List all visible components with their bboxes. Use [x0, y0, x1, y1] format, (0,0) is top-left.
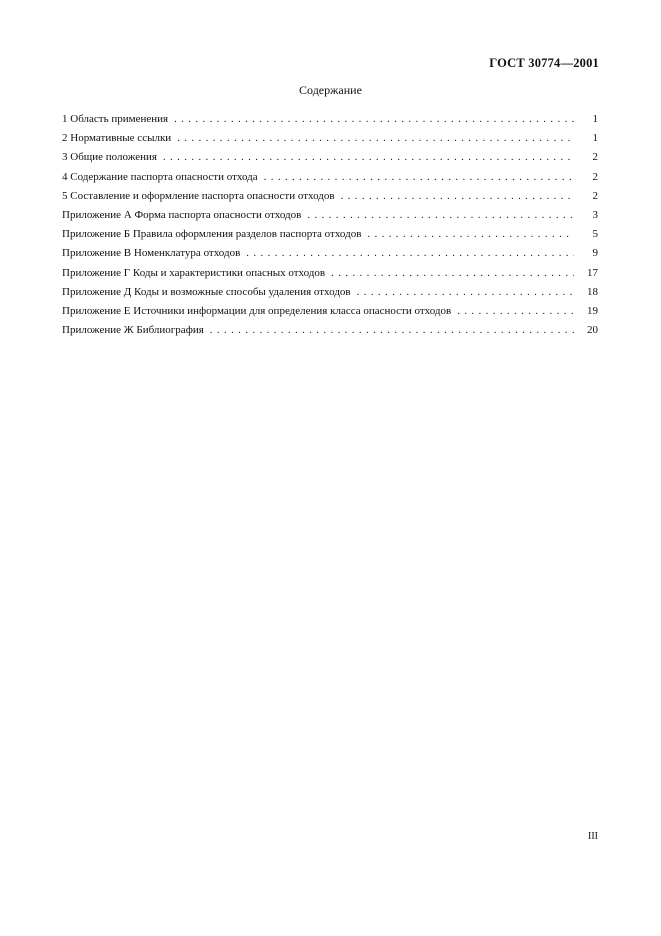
toc-leader-dots: [174, 110, 574, 129]
toc-entry-label: Приложение Е Источники информации для определения класса опасности отходов: [62, 304, 452, 317]
toc-leader-dots: [357, 283, 574, 302]
toc-entry-page: 2: [592, 189, 598, 202]
toc-entry[interactable]: [62, 264, 598, 283]
toc-entry-label: 1 Область применения: [62, 113, 169, 125]
toc-entry-label: Приложение В Номенклатура отходов: [62, 247, 241, 260]
toc-entry-page: 20: [587, 324, 598, 337]
toc-entry-page: 19: [587, 304, 598, 317]
toc-entry-label: 4 Содержание паспорта опасности отхода: [62, 170, 258, 183]
toc-entry-label: Приложение А Форма паспорта опасности отходов: [62, 208, 302, 221]
toc-leader-dots: [163, 148, 574, 167]
toc-entry[interactable]: [62, 302, 598, 321]
toc-leader-dots: [341, 187, 574, 206]
toc-entry-page: 18: [587, 285, 598, 298]
toc-entry[interactable]: [62, 168, 598, 187]
document-code: ГОСТ 30774—2001: [489, 56, 599, 70]
toc-entry[interactable]: [62, 110, 598, 129]
toc-entry[interactable]: [62, 321, 598, 340]
toc-entry[interactable]: [62, 225, 598, 244]
toc-entry-page: 2: [592, 151, 598, 164]
toc-entry-label: Приложение Г Коды и характеристики опасных отходов: [62, 266, 326, 279]
toc-entry-page: 5: [592, 228, 598, 241]
toc-leader-dots: [246, 244, 574, 263]
page-number: III: [588, 831, 598, 842]
toc-entry-page: 3: [592, 208, 598, 221]
toc-entry[interactable]: [62, 148, 598, 167]
toc-leader-dots: [457, 302, 574, 321]
toc-entry-label: 2 Нормативные ссылки: [62, 132, 172, 145]
toc-leader-dots: [210, 321, 574, 340]
toc-entry-label: Приложение Б Правила оформления разделов паспорта отходов: [62, 228, 362, 241]
table-of-contents: [62, 110, 598, 340]
toc-entry[interactable]: [62, 187, 598, 206]
toc-entry[interactable]: [62, 283, 598, 302]
toc-leader-dots: [367, 225, 574, 244]
toc-entry-page: 1: [592, 132, 598, 145]
toc-entry[interactable]: [62, 129, 598, 148]
toc-entry[interactable]: [62, 244, 598, 263]
toc-entry-label: 3 Общие положения: [62, 151, 157, 164]
toc-title: Содержание: [299, 83, 362, 97]
toc-leader-dots: [177, 129, 574, 148]
toc-leader-dots: [331, 264, 574, 283]
toc-entry-label: Приложение Д Коды и возможные способы удаления отходов: [62, 285, 351, 298]
toc-entry-page: 1: [592, 113, 598, 125]
toc-leader-dots: [307, 206, 574, 225]
toc-entry-page: 17: [587, 266, 598, 279]
toc-entry-label: 5 Составление и оформление паспорта опасности отходов: [62, 189, 335, 202]
toc-entry-label: Приложение Ж Библиография: [62, 324, 204, 337]
toc-leader-dots: [264, 168, 574, 187]
toc-entry-page: 2: [592, 170, 598, 183]
toc-entry-page: 9: [592, 247, 598, 260]
toc-entry[interactable]: [62, 206, 598, 225]
